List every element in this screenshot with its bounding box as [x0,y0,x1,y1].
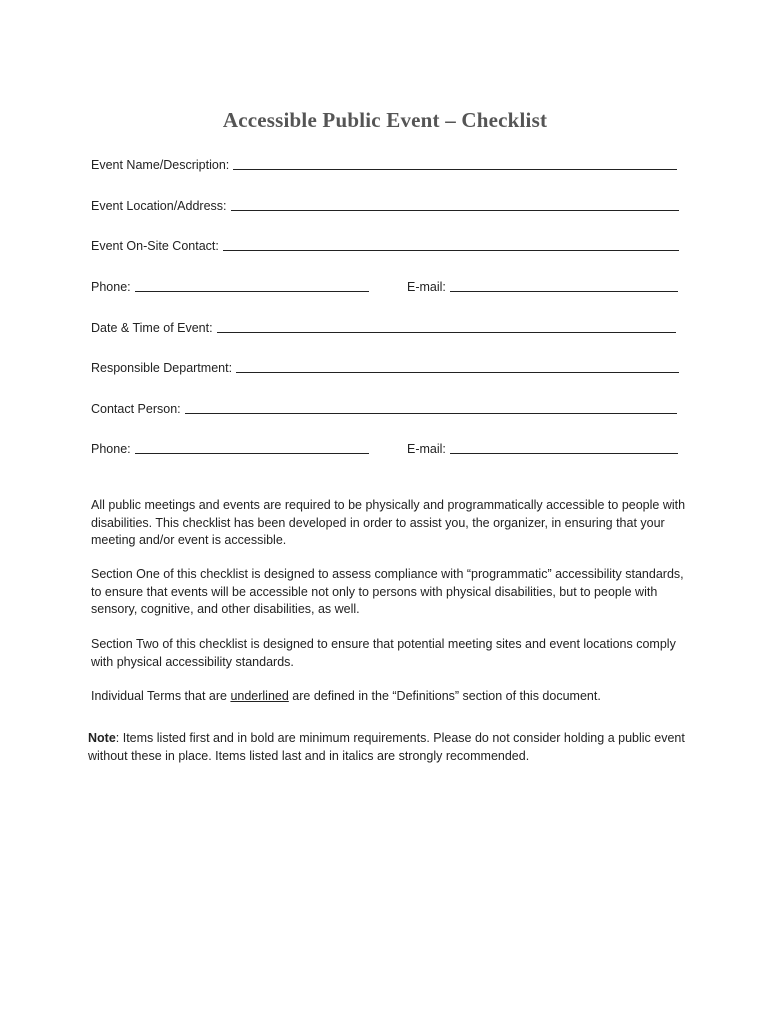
note-label: Note [88,731,116,745]
intro-paragraph: All public meetings and events are required to be physically and programmatically accessible to people with disabilities. This checklist has been developed in order to assist you, the organizer, in ensuring that your meeting and/or event is accessible. [91,498,686,547]
definitions-paragraph [91,688,691,706]
responsible-dept-line[interactable] [236,360,679,373]
note-paragraph [88,730,698,765]
date-time-line[interactable] [217,320,676,333]
underlined-term: underlined [230,689,289,703]
event-name-field [91,154,677,172]
event-location-field [91,195,679,213]
contact-person-field [91,398,677,416]
event-name-label: Event Name/Description: [91,158,230,172]
contact-person-line[interactable] [185,401,677,414]
date-time-label: Date & Time of Event: [91,321,213,335]
note-text: : Items listed first and in bold are minimum requirements. Please do not consider holding a public event without these in place. Items listed last and in italics are strongly recommended. [88,731,685,763]
contact-person-label: Contact Person: [91,402,181,416]
phone-line-1[interactable] [135,279,369,292]
section-two-paragraph: Section Two of this checklist is designed to ensure that potential meeting sites and event locations comply with physical accessibility standards. [91,637,676,669]
phone-line-2[interactable] [135,441,369,454]
email-label-2: E-mail: [407,442,446,456]
email-line-1[interactable] [450,279,678,292]
phone-field-1 [91,276,369,294]
definitions-text-before: Individual Terms that are [91,689,231,703]
onsite-contact-field [91,235,679,253]
responsible-dept-label: Responsible Department: [91,361,233,375]
phone-label-1: Phone: [91,280,131,294]
definitions-text-after: are defined in the “Definitions” section of this document. [288,689,601,703]
event-location-label: Event Location/Address: [91,199,227,213]
phone-label-2: Phone: [91,442,131,456]
email-field-2 [407,438,678,456]
email-field-1 [407,276,678,294]
email-line-2[interactable] [450,441,678,454]
onsite-contact-line[interactable] [223,238,679,251]
section-one-paragraph: Section One of this checklist is designed to assess compliance with “programmatic” accessibility standards, to ensure that events will be accessible not only to persons with physical disabilities, but to people with sensory, cognitive, and other disabilities, as well. [91,567,684,616]
date-time-field [91,317,676,335]
email-label-1: E-mail: [407,280,446,294]
event-location-line[interactable] [231,198,680,211]
phone-field-2 [91,438,369,456]
document-title: Accessible Public Event – Checklist [222,108,548,132]
event-name-line[interactable] [233,157,677,170]
onsite-contact-label: Event On-Site Contact: [91,239,219,253]
responsible-dept-field [91,357,679,375]
